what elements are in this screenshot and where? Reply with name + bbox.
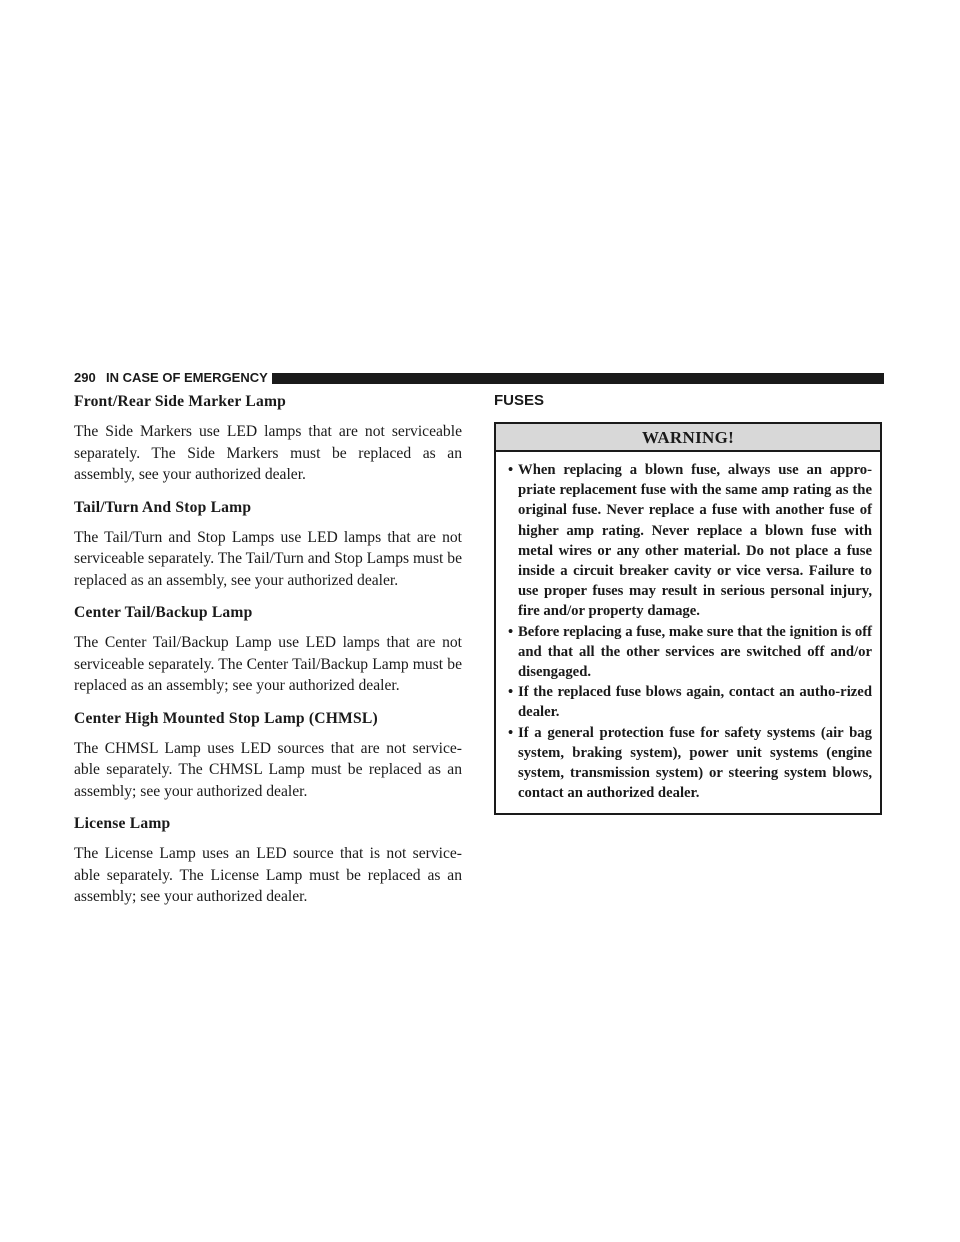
left-column [74, 392, 462, 920]
section-body: The License Lamp uses an LED source that is not service-able separately. The License Lamp must be replaced as an assembly; see your authorized dealer. [74, 845, 462, 905]
section-heading: Tail/Turn And Stop Lamp [74, 498, 252, 516]
section-heading: Center Tail/Backup Lamp [74, 604, 253, 621]
warning-item-text: When replacing a blown fuse, always use an appro-priate replacement fuse with the same amp rating as the original fuse. Never replace a fuse with another fuse of higher amp rating. Never replace a blown fuse with metal wires or any other material. Do not place a fuse inside a circuit breaker cavity or vice versa. Failure to use proper fuses may result in serious personal injury, fire and/or property damage. [518, 462, 872, 620]
section-body: The Side Markers use LED lamps that are not serviceable separately. The Side Markers must be replaced as an assembly, see your authorized dealer. [74, 423, 462, 483]
warning-title: WARNING! [496, 424, 880, 452]
page-number: 290 [74, 370, 96, 385]
warning-item-text: If the replaced fuse blows again, contact an autho-rized dealer. [518, 684, 872, 721]
section-body: The Center Tail/Backup Lamp use LED lamps that are not serviceable separately. The Center Tail/Backup Lamp must be replaced as an assembly; see your authorized dealer. [74, 634, 462, 694]
warning-item [508, 622, 872, 683]
bullet-icon: • [508, 724, 514, 741]
header-rule [272, 373, 884, 384]
warning-item [508, 460, 872, 622]
bullet-icon: • [508, 684, 514, 701]
warning-item [508, 723, 872, 804]
section-title: IN CASE OF EMERGENCY [106, 370, 268, 385]
warning-item [508, 682, 872, 722]
page-header [74, 370, 884, 386]
bullet-icon: • [508, 623, 514, 640]
fuses-heading: FUSES [494, 392, 545, 409]
section-heading: Front/Rear Side Marker Lamp [74, 393, 287, 410]
warning-box [494, 422, 882, 815]
section-heading: License Lamp [74, 815, 171, 832]
section-heading: Center High Mounted Stop Lamp (CHMSL) [74, 709, 378, 727]
warning-item-text: Before replacing a fuse, make sure that the ignition is off and that all the other services are switched off and/or disengaged. [518, 623, 872, 681]
warning-item-text: If a general protection fuse for safety systems (air bag system, braking system), power unit systems (engine system, transmission system) or steering system blows, contact an authorized dealer. [518, 724, 872, 802]
section-body: The CHMSL Lamp uses LED sources that are not service-able separately. The CHMSL Lamp must be replaced as an assembly; see your authorized dealer. [74, 739, 462, 800]
section-body: The Tail/Turn and Stop Lamps use LED lamps that are not serviceable separately. The Tail/Turn and Stop Lamps must be replaced as an assembly, see your authorized dealer. [74, 528, 462, 589]
bullet-icon: • [508, 462, 514, 478]
right-column [494, 392, 882, 815]
warning-list [496, 452, 880, 813]
